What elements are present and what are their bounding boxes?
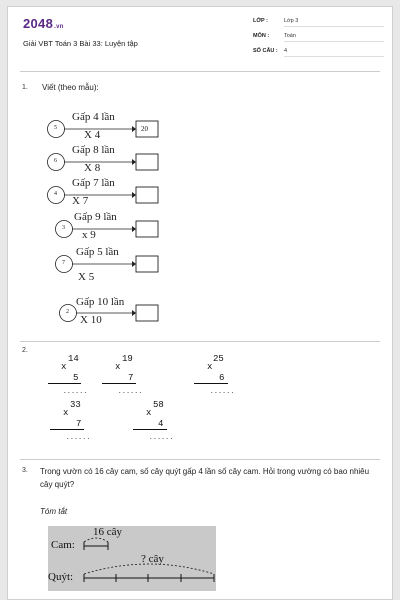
q1-row [44, 211, 174, 243]
summary-cam-value: 16 cây [93, 526, 123, 538]
q1-row-op-top: Gấp 10 lần [76, 296, 125, 308]
q2-answer-dots[interactable]: ...... [149, 434, 174, 441]
q1-row-op-bottom: X 5 [78, 271, 95, 283]
q1-row-result: 20 [141, 125, 148, 133]
q1-row-op-bottom: X 4 [84, 129, 101, 141]
summary-diagram [48, 526, 216, 591]
q2-line [133, 429, 167, 430]
meta-label-class: LỚP : [253, 18, 268, 24]
q1-row [44, 177, 174, 209]
q2-operator: x [115, 362, 121, 372]
q1-row-op-bottom: X 7 [72, 195, 89, 207]
worksheet [7, 6, 393, 600]
q2-operator: x [63, 408, 69, 418]
q2-top-number: 25 [213, 354, 224, 364]
q3-number: 3. [22, 467, 28, 474]
q2-problem [198, 354, 238, 399]
q1-row-start: 5 [54, 125, 57, 131]
q1-divider [20, 341, 380, 342]
summary-cam-label: Cam: [51, 539, 75, 551]
meta-value-subject: Toán [284, 33, 384, 42]
q2-bottom-number: 4 [158, 419, 164, 429]
q1-row-start: 7 [62, 260, 65, 266]
q3-summary-label: Tóm tắt [40, 507, 68, 516]
meta-label-count: SỐ CÂU : [253, 48, 278, 54]
header-divider [20, 71, 380, 72]
q2-operator: x [146, 408, 152, 418]
q1-row-op-top: Gấp 7 lần [72, 177, 115, 189]
q2-line [48, 383, 81, 384]
q2-bottom-number: 7 [128, 373, 134, 383]
q1-row-op-top: Gấp 8 lần [72, 144, 115, 156]
q1-row [44, 295, 174, 329]
header [8, 7, 394, 75]
meta-label-subject: MÔN : [253, 33, 270, 39]
q2-bottom-number: 5 [73, 373, 79, 383]
q2-number: 2. [22, 347, 28, 354]
q1-text: Viết (theo mẫu): [42, 83, 99, 92]
summary-lines [48, 526, 216, 591]
q2-problem [110, 354, 150, 399]
logo-text: 2048 [23, 16, 54, 31]
q2-line [50, 429, 84, 430]
q2-answer-dots[interactable]: ...... [66, 434, 91, 441]
q2-bottom-number: 7 [76, 419, 82, 429]
q2-answer-dots[interactable]: ...... [210, 388, 235, 395]
q2-bottom-number: 6 [219, 373, 225, 383]
q2-line [102, 383, 136, 384]
q1-row-op-top: Gấp 4 lần [72, 111, 115, 123]
summary-quyt-value: ? cây [141, 553, 164, 565]
q1-row-op-bottom: X 8 [84, 162, 101, 174]
logo-suffix: .vn [54, 24, 64, 30]
q1-row-op-top: Gấp 9 lần [74, 211, 117, 223]
q2-problem [143, 400, 183, 445]
page-title: Giải VBT Toán 3 Bài 33: Luyện tập [23, 39, 138, 48]
logo[interactable] [23, 16, 64, 31]
q2-top-number: 33 [70, 400, 81, 410]
q2-problem [46, 354, 86, 399]
meta-value-class: Lớp 3 [284, 18, 384, 27]
q2-answer-dots[interactable]: ...... [63, 388, 88, 395]
q1-row [44, 144, 174, 176]
q1-row-op-bottom: X 10 [80, 314, 102, 326]
q2-answer-dots[interactable]: ...... [118, 388, 143, 395]
q1-row-op-bottom: x 9 [82, 229, 96, 241]
q2-top-number: 14 [68, 354, 79, 364]
q2-divider [20, 459, 380, 460]
q2-problem [58, 400, 98, 445]
q1-number: 1. [22, 84, 28, 91]
summary-quyt-label: Quýt: [48, 571, 74, 583]
q1-row-start: 6 [54, 158, 57, 164]
q1-row [44, 111, 174, 143]
q1-row [44, 244, 174, 284]
q1-row-start: 4 [54, 191, 57, 197]
q2-operator: x [207, 362, 213, 372]
q2-operator: x [61, 362, 67, 372]
meta-value-count: 4 [284, 48, 384, 57]
q3-text: Trong vườn có 16 cây cam, số cây quýt gấp 4 lần số cây cam. Hỏi trong vường có bao nhiêu cây quýt? [40, 467, 370, 489]
q1-row-start: 2 [66, 309, 69, 315]
q1-row-start: 3 [62, 225, 65, 231]
q2-top-number: 19 [122, 354, 133, 364]
q2-line [194, 383, 228, 384]
q2-top-number: 58 [153, 400, 164, 410]
q1-row-op-top: Gấp 5 lần [76, 246, 119, 258]
